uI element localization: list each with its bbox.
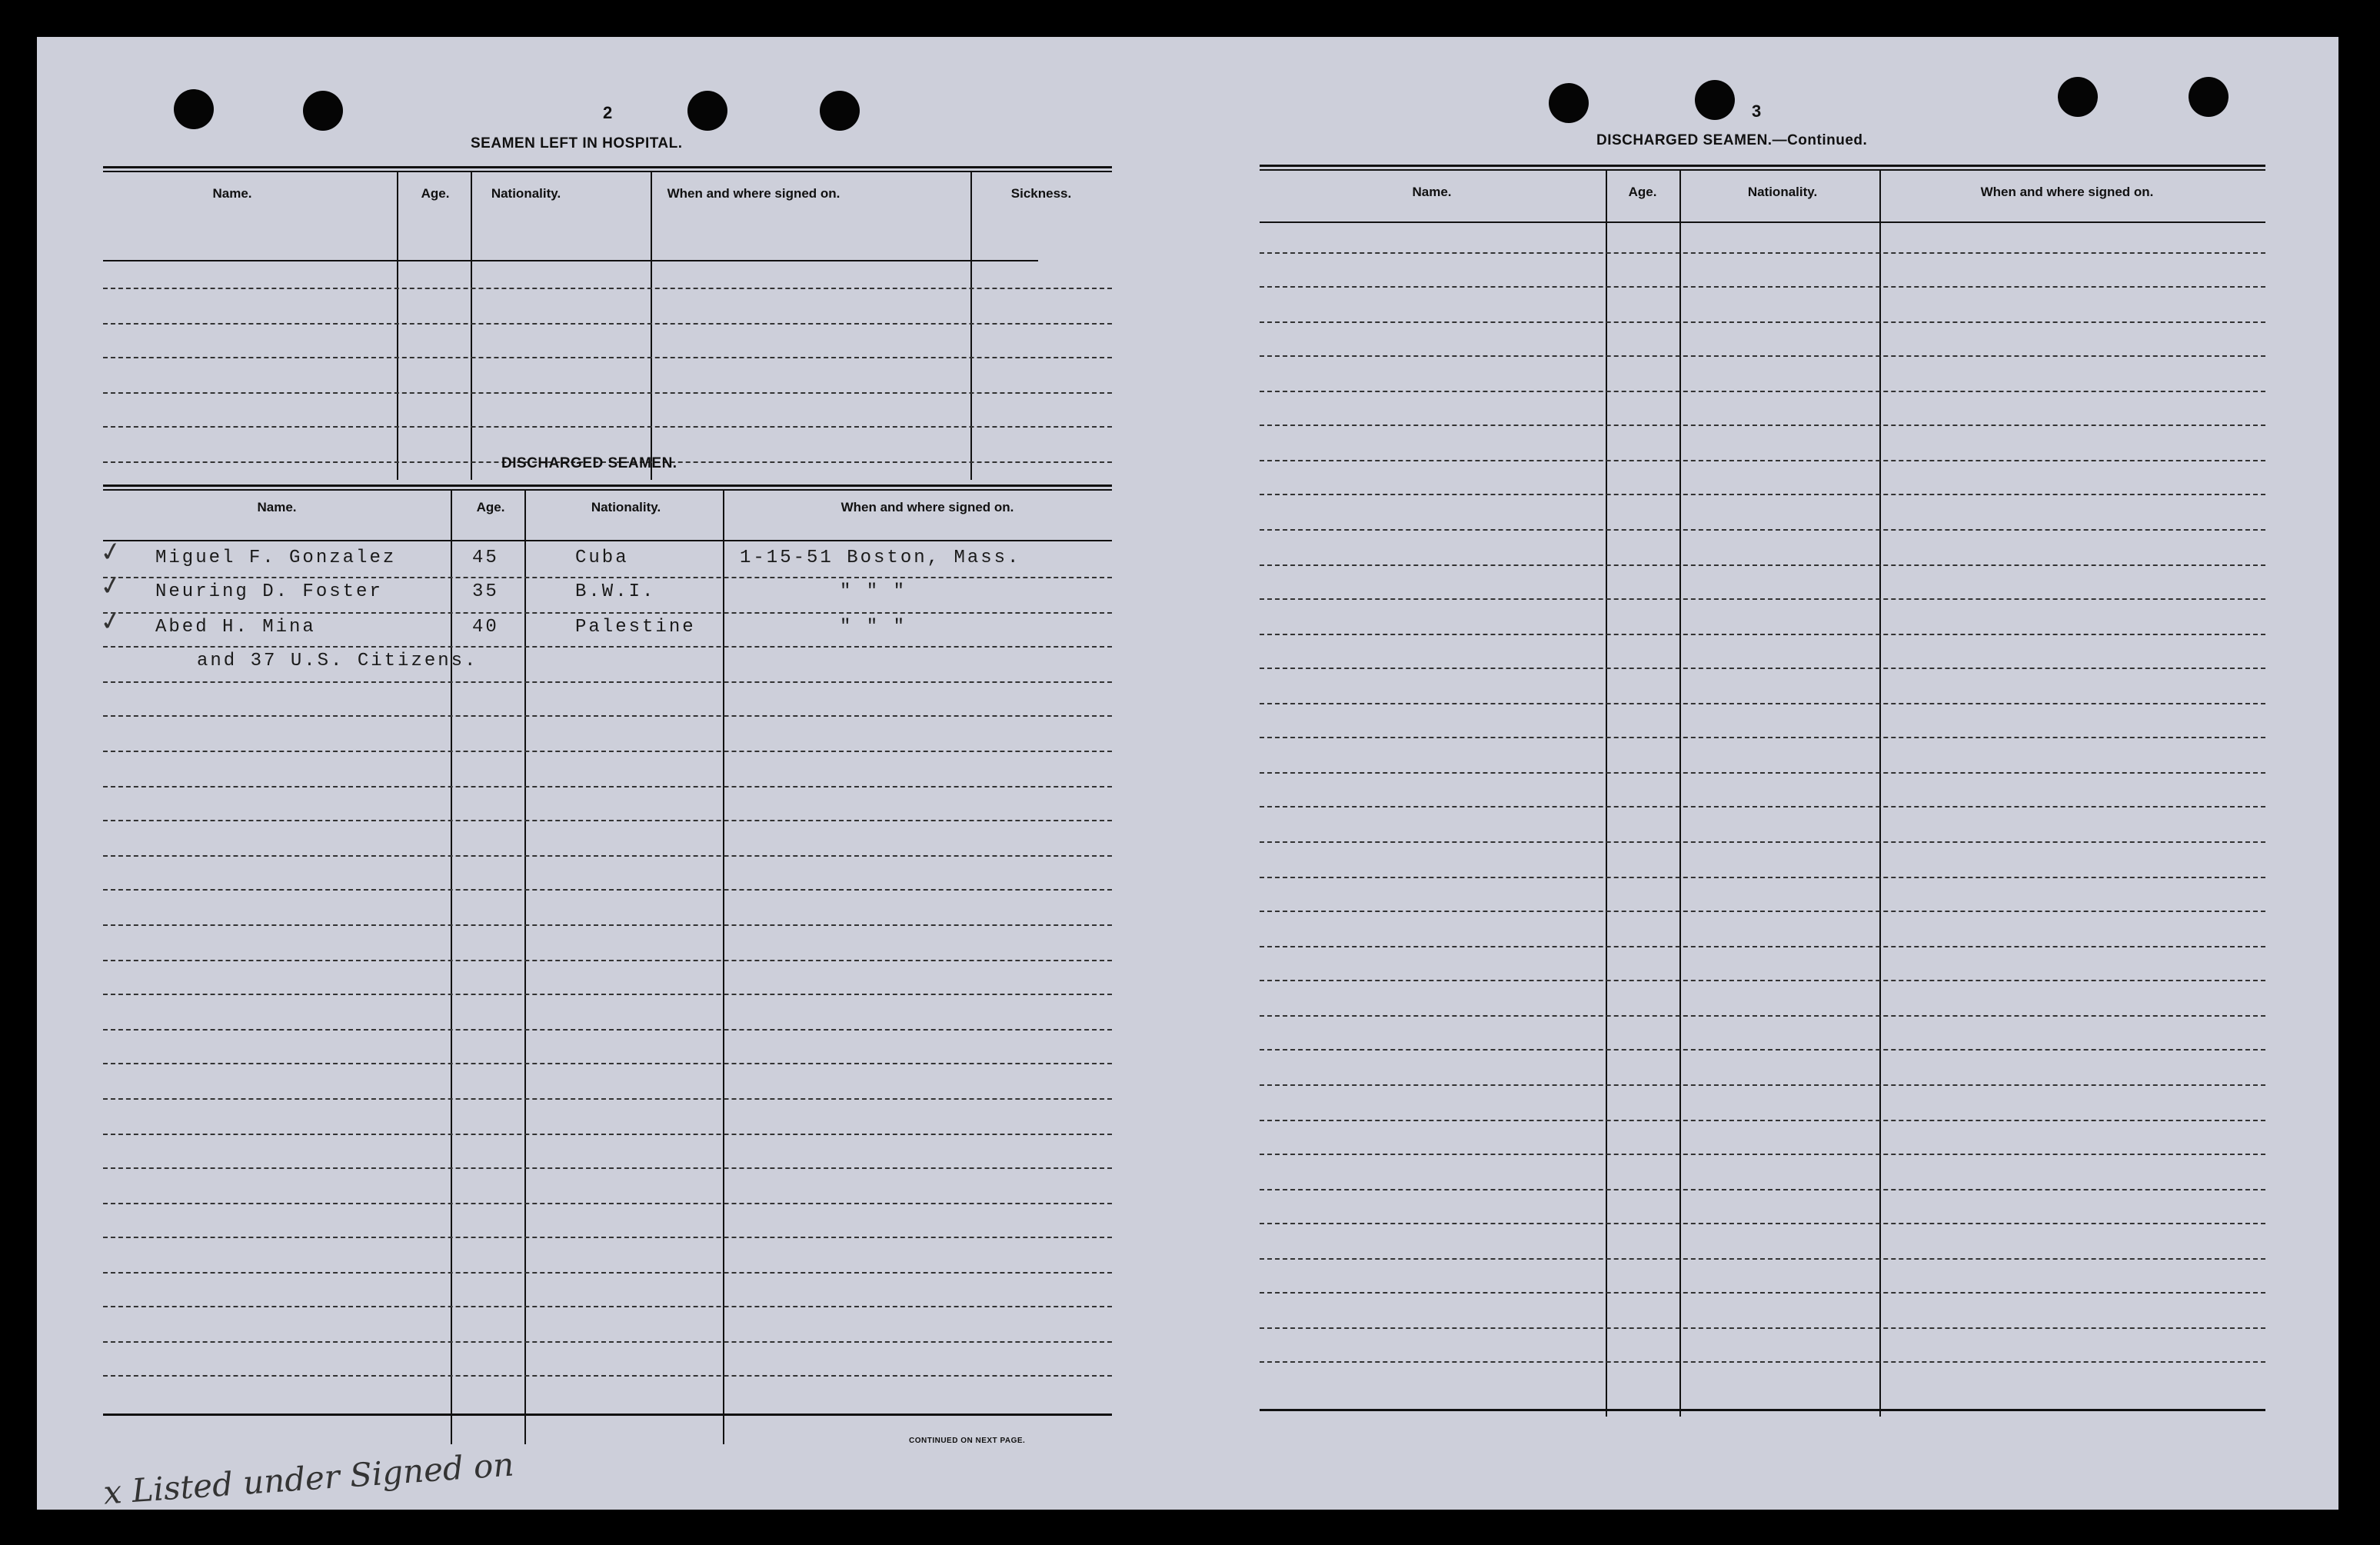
right-header-name: Name. xyxy=(1412,185,1452,199)
hospital-header-age: Age. xyxy=(421,186,450,201)
punch-hole xyxy=(303,91,343,131)
discharged-header-name: Name. xyxy=(257,500,297,514)
discharged-header-nationality: Nationality. xyxy=(591,500,661,514)
entry-nationality: B.W.I. xyxy=(575,581,656,602)
discharged-header-age: Age. xyxy=(476,500,505,514)
punch-hole xyxy=(2189,77,2229,117)
entry-signed-on: " " " xyxy=(840,581,907,602)
hospital-header-signed-on: When and where signed on. xyxy=(667,186,840,201)
entry-signed-on: " " " xyxy=(840,617,907,638)
entry-nationality: Cuba xyxy=(575,548,629,568)
handwritten-note: x Listed under Signed on xyxy=(102,1445,515,1512)
hospital-top-rule xyxy=(103,166,1112,172)
punch-hole xyxy=(2058,77,2098,117)
discharged-section-title: DISCHARGED SEAMEN. xyxy=(501,455,677,471)
punch-hole xyxy=(1549,83,1589,123)
entry-name: Neuring D. Foster xyxy=(155,581,383,602)
continued-note: CONTINUED ON NEXT PAGE. xyxy=(909,1437,1026,1445)
right-header-signed-on: When and where signed on. xyxy=(1980,185,2154,199)
entry-age: 40 xyxy=(472,617,499,638)
hospital-header-sickness: Sickness. xyxy=(1010,186,1072,201)
right-discharged-table xyxy=(1260,171,2265,1417)
entry-name: and 37 U.S. Citizens. xyxy=(197,651,478,671)
entry-age: 35 xyxy=(472,581,499,602)
right-header-age: Age. xyxy=(1628,185,1657,199)
right-top-rule xyxy=(1260,165,2265,171)
hospital-header-name: Name. xyxy=(212,186,252,201)
discharged-top-rule xyxy=(103,484,1112,491)
entry-age: 45 xyxy=(472,548,499,568)
discharged-header-signed-on: When and where signed on. xyxy=(840,500,1014,514)
right-section-title: DISCHARGED SEAMEN.—Continued. xyxy=(1596,132,1868,148)
hospital-section-title: SEAMEN LEFT IN HOSPITAL. xyxy=(471,135,683,152)
right-header-nationality: Nationality. xyxy=(1747,185,1818,199)
punch-hole xyxy=(1695,80,1735,120)
discharged-table xyxy=(97,491,1112,1444)
entry-name: Abed H. Mina xyxy=(155,617,316,638)
left-page-number: 2 xyxy=(603,103,613,122)
hospital-table xyxy=(103,172,1112,480)
right-page-number: 3 xyxy=(1752,102,1762,121)
punch-hole xyxy=(174,89,214,129)
punch-hole xyxy=(687,91,727,131)
document-sheet xyxy=(37,37,2338,1510)
entry-name: Miguel F. Gonzalez xyxy=(155,548,397,568)
entry-nationality: Palestine xyxy=(575,617,696,638)
hospital-header-nationality: Nationality. xyxy=(491,186,561,201)
checkmark-icon: ✓ xyxy=(97,534,125,570)
entry-signed-on: 1-15-51 Boston, Mass. xyxy=(740,548,1021,568)
punch-hole xyxy=(820,91,860,131)
checkmark-icon: ✓ xyxy=(97,568,125,604)
checkmark-icon: ✓ xyxy=(97,604,125,639)
